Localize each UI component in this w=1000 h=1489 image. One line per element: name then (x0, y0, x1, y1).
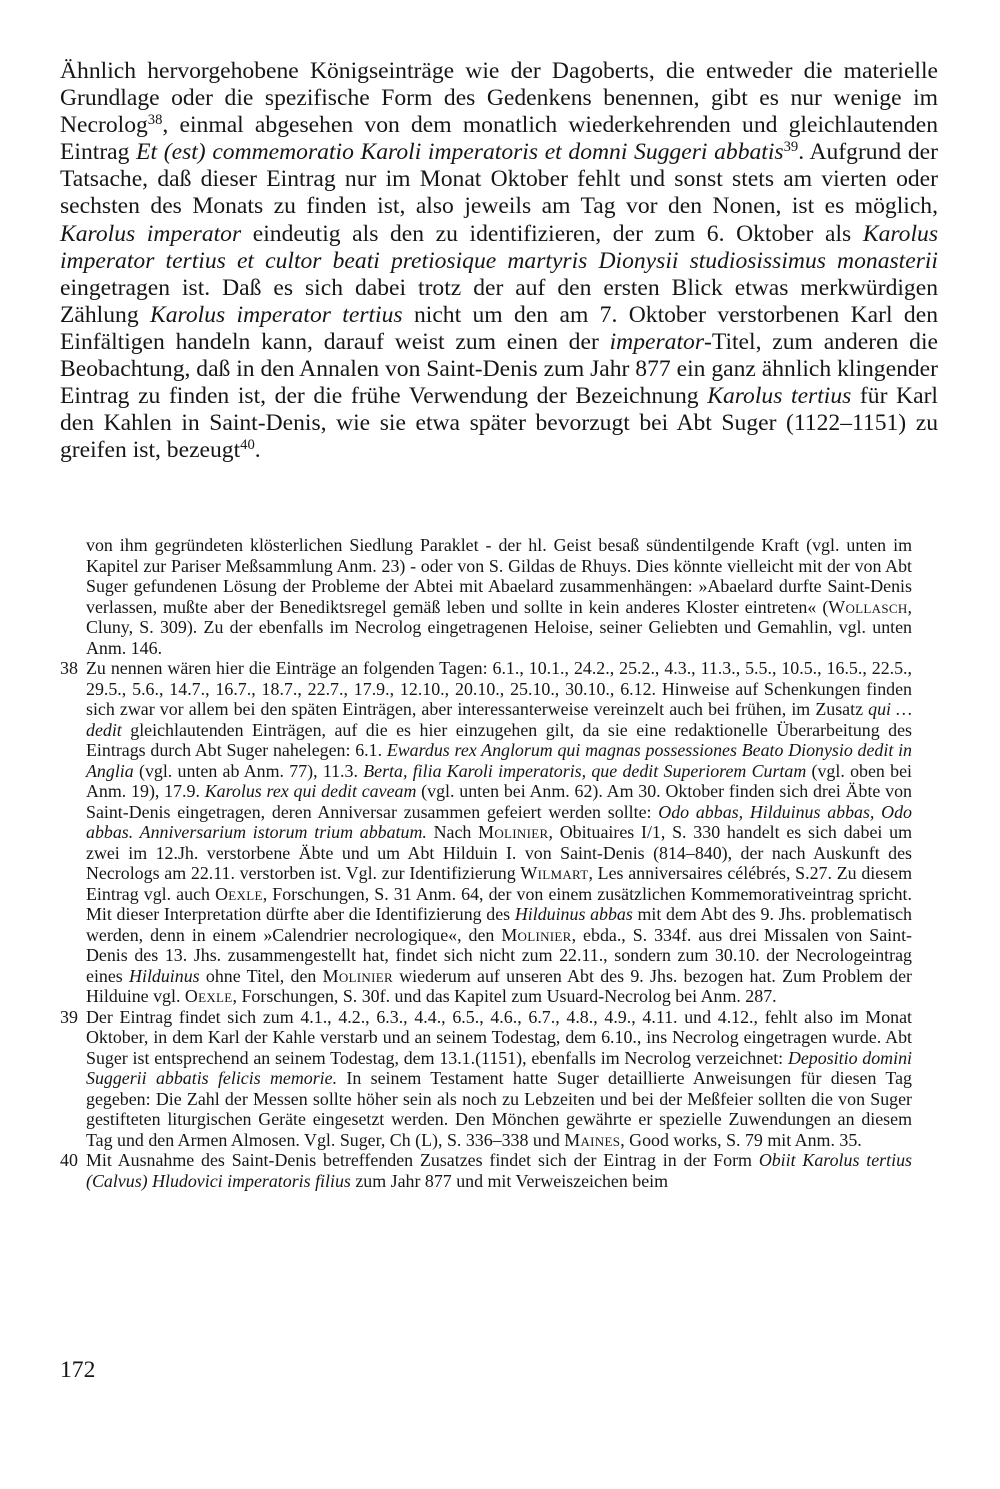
text-run: Ähnlich hervorgehobene Königseinträge wie der Dagoberts, die entweder die materielle Grundlage oder die spezifische Form des Gedenkens benennen, gibt es nur wenige im Necrolog (60, 58, 938, 139)
italic-quote: Ewardus rex Anglorum qui magnas possessiones Beato Dionysio dedit in Anglia (86, 740, 912, 781)
text-run: eindeutig als den zu identifizieren, der zum 6. Oktober als (241, 220, 863, 247)
text-run: , einmal abgesehen von dem monatlich wiederkehrenden und gleichlautenden Eintrag (60, 112, 938, 166)
text-run: ohne Titel, den (199, 965, 323, 986)
italic-quote: Depositio domini Suggerii abbatis felicis memorie. (86, 1047, 912, 1088)
italic-term: Karolus imperator (60, 220, 242, 247)
main-paragraph (60, 58, 938, 464)
author-name: Molinier (478, 822, 549, 842)
text-run: , Les anniversaires célébrés, S.27. Zu diesem Eintrag vgl. auch (86, 863, 912, 904)
text-run: von ihm gegründeten klösterlichen Siedlung Paraklet - der hl. Geist besaß sündentilgende Kraft (vgl. unten im Kapitel zur Pariser Meßsammlung Anm. 23) - oder von S. Gildas de Rhuys. Dies könnte vielleicht mit der von Abt Suger gefundenen Lösung der Probleme der Abtei mit Abaelard zusammenhängen: »Abaelard durfte Saint-Denis verlassen, mußte aber der Benediktsregel gemäß leben und sollte in kein anderes Kloster eintreten« ( (86, 535, 912, 617)
text-run: -Titel, zum anderen die Beobachtung, daß in den Annalen von Saint-Denis zum Jahr 877 ein ganz ähnlich klingender Eintrag zu finden ist, der die frühe Verwendung der Bezeichnung (60, 328, 939, 410)
italic-term: Karolus imperator tertius (150, 301, 403, 328)
footnote-number: 39 (60, 1006, 78, 1027)
page-number: 172 (60, 1357, 96, 1383)
text-run: . (254, 437, 261, 464)
footnote-ref-39: 39 (783, 139, 799, 156)
text-run: (vgl. unten ab Anm. 77), 11.3. (133, 760, 364, 781)
footnote-number: 38 (60, 658, 78, 678)
text-run: gleichlautenden Einträgen, auf die es hier einzugehen gilt, da sie eine redaktionelle Überarbeitung des Eintrags durch Abt Suger nahelegen: 6.1. (86, 719, 912, 760)
text-run: mit dem Abt des 9. Jhs. problematisch werden, denn in einem »Calendrier necrologique«, den (86, 904, 913, 945)
text-run: , Forschungen, S. 30f. und das Kapitel zum Usuard-Necrolog bei Anm. 287. (232, 986, 777, 1006)
text-run: für Karl den Kahlen in Saint-Denis, wie sie etwa später bevorzugt bei Abt Suger (1122–1151) zu greifen ist, bezeugt (60, 383, 938, 464)
text-run: , Good works, S. 79 mit Anm. 35. (620, 1129, 862, 1150)
footnote-continuation (60, 535, 912, 658)
footnote-number: 40 (60, 1150, 78, 1170)
italic-term: Hilduinus abbas (514, 904, 633, 924)
author-name: Wollasch (828, 596, 908, 617)
main-text-block (60, 58, 938, 464)
italic-quote: Berta, filia Karoli imperatoris, que dedit Superiorem Curtam (363, 760, 807, 781)
author-name: Wilmart (520, 863, 589, 883)
text-run: nicht um den am 7. Oktober verstorbenen Karl den Einfältigen handeln kann, darauf weist zum einen der (60, 301, 938, 355)
author-name: Oexle (184, 986, 233, 1006)
footnote-ref-40: 40 (240, 437, 255, 454)
text-run: eingetragen ist. Daß es sich dabei trotz der auf den ersten Blick etwas merkwürdigen Zählung (60, 274, 938, 328)
italic-term: qui … dedit (86, 699, 913, 740)
author-name: Molinier (501, 924, 572, 945)
text-run: Nach (426, 822, 479, 842)
italic-quote: Odo abbas, Hilduinus abbas, Odo abbas. Anniversarium istorum trium abbatum. (86, 801, 912, 842)
italic-quote: Obiit Karolus tertius (Calvus) Hludovici imperatoris filius (86, 1150, 912, 1191)
footnote-ref-38: 38 (147, 112, 163, 129)
text-run: , Cluny, S. 309). Zu der ebenfalls im Necrolog eingetragenen Heloise, seiner Geliebten und Gemahlin, vgl. unten Anm. 146. (86, 596, 912, 658)
text-run: Der Eintrag findet sich zum 4.1., 4.2., 6.3., 4.4., 6.5., 4.6., 6.7., 4.8., 4.9., 4.11. und 4.12., fehlt also im Monat Oktober, in dem Karl der Kahle verstarb und an seinem Todestag, dem 6.10., ins Necrolog eingetragen wurde. Abt Suger ist entsprechend an seinem Todestag, dem 13.1.(1151), ebenfalls im Necrolog verzeichnet: (86, 1006, 912, 1068)
text-run: Zu nennen wären hier die Einträge an folgenden Tagen: 6.1., 10.1., 24.2., 25.2., 4.3., 11.3., 5.5., 10.5., 16.5., 22.5., 29.5., 5.6., 14.7., 16.7., 18.7., 22.7., 17.9., 12.10., 20.10., 25.10., 30.10., 6.12. Hinweise auf Schenkungen finden sich zwar vor allem bei den späten Einträgen, aber interessanterweise vereinzelt auch bei frühen, im Zusatz (86, 658, 912, 719)
footnote-39 (60, 1007, 912, 1151)
footnote-38 (60, 658, 912, 1007)
italic-term: Hilduinus (129, 965, 200, 986)
text-run: , ebda., S. 334f. aus drei Missalen von Saint-Denis des 13. Jhs. zusammengestellt hat, findet sich nicht zum 22.11., sondern zum 30.10. der Necrologeintrag eines (86, 924, 912, 986)
italic-quote: Karolus rex qui dedit caveam (204, 781, 417, 801)
text-run: In seinem Testament hatte Suger detaillierte Anweisungen für diesen Tag gegeben: Die Zahl der Messen sollte höher sein als noch zu Lebzeiten und bei der Meßfeier sollten die von Suger gestifteten liturgischen Geräte eingesetzt werden. Den Mönchen gewährte er spezielle Zuwendungen an diesem Tag und den Armen Almosen. Vgl. Suger, Ch (L), S. 336–338 und (86, 1068, 912, 1150)
text-run: zum Jahr 877 und mit Verweiszeichen beim (350, 1170, 669, 1191)
text-run: Mit Ausnahme des Saint-Denis betreffenden Zusatzes findet sich der Eintrag in der Form (86, 1150, 759, 1170)
text-run: (vgl. unten bei Anm. 62). Am 30. Oktober finden sich drei Äbte von Saint-Denis eingetragen, deren Anniversar zusammen gefeiert werden sollte: (86, 781, 912, 822)
text-run: , Obituaires I/1, S. 330 handelt es sich dabei um zwei im 12.Jh. verstorbene Äbte und um Abt Hilduin I. von Saint-Denis (814–840), der nach Auskunft des Necrologs am 22.11. verstorben ist. Vgl. zur Identifizierung (86, 822, 912, 883)
text-run: . Aufgrund der Tatsache, daß dieser Eintrag nur im Monat Oktober fehlt und sonst stets am vierten oder sechsten des Monats zu finden ist, also jeweils am Tag vor den Nonen, ist es möglich, (60, 139, 938, 220)
author-name: Oexle (215, 883, 263, 904)
footnotes-section (60, 535, 912, 1191)
author-name: Molinier (322, 965, 393, 986)
italic-term: Karolus tertius (707, 383, 852, 410)
italic-quote: Karolus imperator tertius et cultor beati pretiosique martyris Dionysii studiosissimus monasterii (60, 220, 938, 274)
text-run: wiederum auf unseren Abt des 9. Jhs. bezogen hat. Zum Problem der Hilduine vgl. (86, 965, 912, 1006)
text-run: (vgl. oben bei Anm. 19), 17.9. (86, 760, 912, 801)
text-run: , Forschungen, S. 31 Anm. 64, der von einem zusätzlichen Kommemorativeintrag spricht. Mit dieser Interpretation dürfte aber die Identifizierung des (86, 883, 913, 924)
footnote-40 (60, 1150, 912, 1191)
italic-term: imperator (609, 328, 704, 355)
italic-quote: Et (est) commemoratio Karoli imperatoris et domni Suggeri abbatis (136, 139, 784, 166)
author-name: Maines (564, 1129, 621, 1150)
